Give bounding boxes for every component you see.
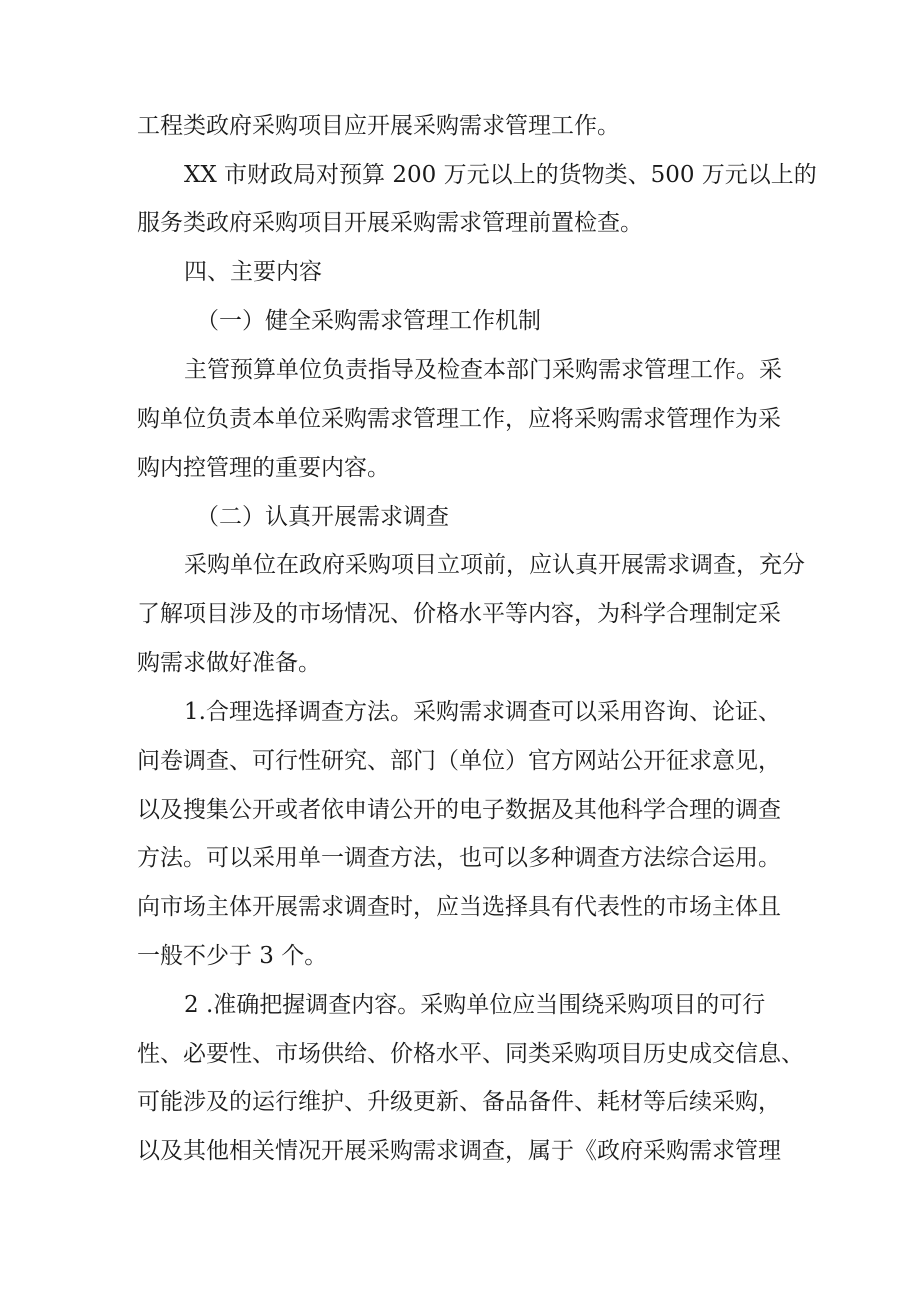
- paragraph-line: 服务类政府采购项目开展采购需求管理前置检查。: [137, 210, 643, 236]
- subsection-heading: （一）健全采购需求管理工作机制: [196, 308, 541, 334]
- paragraph-line: 购内控管理的重要内容。: [137, 455, 390, 481]
- paragraph-line: 一般不少于 3 个。: [137, 943, 328, 969]
- paragraph-line: 购需求做好准备。: [137, 650, 321, 676]
- section-heading: 四、主要内容: [184, 259, 322, 285]
- paragraph-line: 2 .准确把握调查内容。采购单位应当围绕采购项目的可行: [184, 992, 766, 1018]
- paragraph-line: 主管预算单位负责指导及检查本部门采购需求管理工作。采: [184, 357, 782, 383]
- paragraph-line: 问卷调查、可行性研究、部门（单位）官方网站公开征求意见，: [137, 748, 781, 774]
- paragraph-line: 1.合理选择调查方法。采购需求调查可以采用咨询、论证、: [184, 699, 781, 725]
- subsection-heading: （二）认真开展需求调查: [196, 504, 449, 530]
- paragraph-line: 购单位负责本单位采购需求管理工作，应将采购需求管理作为采: [137, 406, 781, 432]
- paragraph-line: 了解项目涉及的市场情况、价格水平等内容，为科学合理制定采: [137, 601, 781, 627]
- paragraph-line: 采购单位在政府采购项目立项前，应认真开展需求调查，充分: [184, 552, 805, 578]
- paragraph-line: 以及搜集公开或者依申请公开的电子数据及其他科学合理的调查: [137, 797, 781, 823]
- paragraph-line: 性、必要性、市场供给、价格水平、同类采购项目历史成交信息、: [137, 1041, 804, 1067]
- paragraph-line: 方法。可以采用单一调查方法，也可以多种调查方法综合运用。: [137, 845, 781, 871]
- paragraph-line: 以及其他相关情况开展采购需求调查，属于《政府采购需求管理: [137, 1138, 781, 1164]
- paragraph-line: 工程类政府采购项目应开展采购需求管理工作。: [137, 113, 620, 139]
- paragraph-line: 向市场主体开展需求调查时，应当选择具有代表性的市场主体且: [137, 894, 781, 920]
- paragraph-line: 可能涉及的运行维护、升级更新、备品备件、耗材等后续采购，: [137, 1089, 781, 1115]
- paragraph-line: XX 市财政局对预算 200 万元以上的货物类、500 万元以上的: [184, 162, 817, 188]
